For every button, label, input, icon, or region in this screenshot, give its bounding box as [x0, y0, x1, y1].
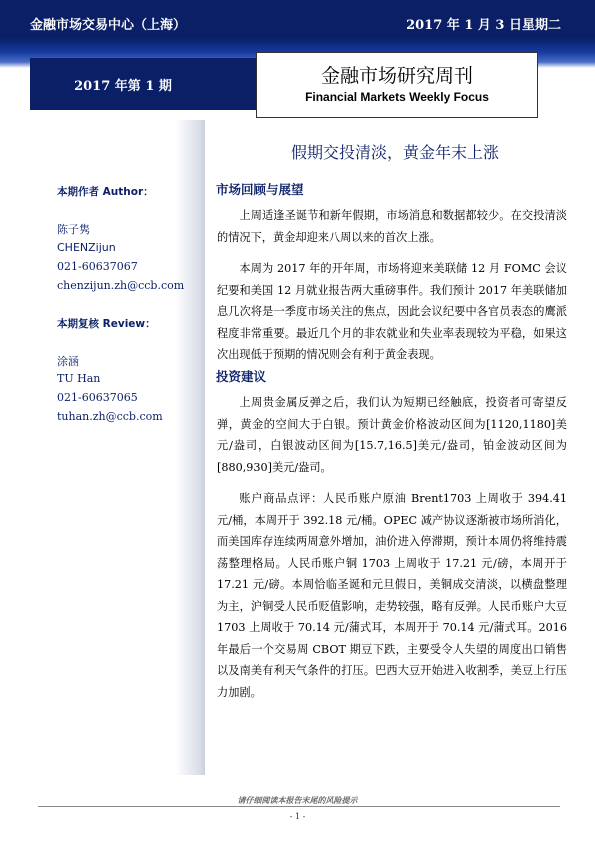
page-number: - 1 -: [289, 812, 306, 821]
title-zh: 金融市场研究周刊: [320, 65, 473, 87]
author-label: 本期作者 Author：: [57, 186, 154, 198]
paragraph: 本周为 2017 年的开年周，市场将迎来美联储 12 月 FOMC 会议纪要和美国 12 月就业报告两大重磅事件。我们预计 2017 年美联储加息几次将是一季度市场关注的焦点，因此会议纪要中各官员表态的鹰派程度非常重要。最近几个月的非农就业和失业率表现较为平稳，如果这次出现低于预期的情况则会有利于黄金表现。: [217, 262, 567, 361]
author-name-en: CHENZijun: [57, 241, 116, 254]
publication-title: [256, 52, 538, 118]
reviewer-label: 本期复核 Review：: [57, 318, 156, 330]
paragraph: 上周贵金属反弹之后，我们认为短期已经触底，投资者可寄望反弹，黄金的空间大于白银。预计黄金价格波动区间为[1120,1180]美元/盎司，白银波动区间为[15.7,16.5]美元/盎司，铂金波动区间为[880,930]美元/盎司。: [217, 396, 567, 474]
sidebar: [0, 120, 205, 775]
report-date: 2017 年 1 月 3 日星期二: [406, 18, 561, 33]
author-name-zh: 陈子隽: [57, 223, 90, 236]
issue-number: 2017 年第 1 期: [30, 58, 256, 110]
reviewer-name-zh: 涂涵: [57, 355, 79, 368]
headline: 假期交投清淡，黄金年末上涨: [290, 143, 499, 162]
section-body-market-review: [217, 205, 567, 366]
paragraph: 上周适逢圣诞节和新年假期，市场消息和数据都较少。在交投清淡的情况下，黄金却迎来八周以来的首次上涨。: [217, 209, 567, 244]
section-title-market-review: 市场回顾与展望: [216, 182, 304, 197]
risk-disclaimer-note: 请仔细阅读本报告末尾的风险提示: [237, 796, 358, 805]
author-phone: 021-60637067: [57, 260, 138, 273]
author-email[interactable]: chenzijun.zh@ccb.com: [57, 279, 185, 292]
reviewer-email[interactable]: tuhan.zh@ccb.com: [57, 410, 163, 423]
org-name: 金融市场交易中心（上海）: [30, 18, 187, 33]
footer-divider: [38, 806, 560, 807]
section-body-investment-advice: [217, 392, 567, 703]
paragraph: 账户商品点评：人民币账户原油 Brent1703 上周收于 394.41 元/桶，本周开于 392.18 元/桶。OPEC 减产协议逐渐被市场所消化，而美国库存连续两周意外增加，油价进入停滞期，预计本周仍将维持震荡整理格局。人民币账户铜 1703 上周收于 17.21 元/磅，本周开于 17.21 元/磅。本周恰临圣诞和元旦假日，美铜成交清淡，以横盘整理为主，沪铜受人民币贬值影响，走势较强，略有反弹。人民币账户大豆 1703 上周收于 70.14 元/蒲式耳，本周开于 70.14 元/蒲式耳。2016 年最后一个交易周 CBOT 期豆下跌，主要受令人失望的周度出口销售以及南美有利天气条件的打压。巴西大豆开始进入收割季，美豆上行压力加剧。: [217, 492, 567, 699]
title-en: Financial Markets Weekly Focus: [305, 90, 489, 104]
reviewer-phone: 021-60637065: [57, 391, 138, 404]
reviewer-name-en: TU Han: [57, 372, 101, 385]
section-title-investment-advice: 投资建议: [216, 369, 267, 384]
